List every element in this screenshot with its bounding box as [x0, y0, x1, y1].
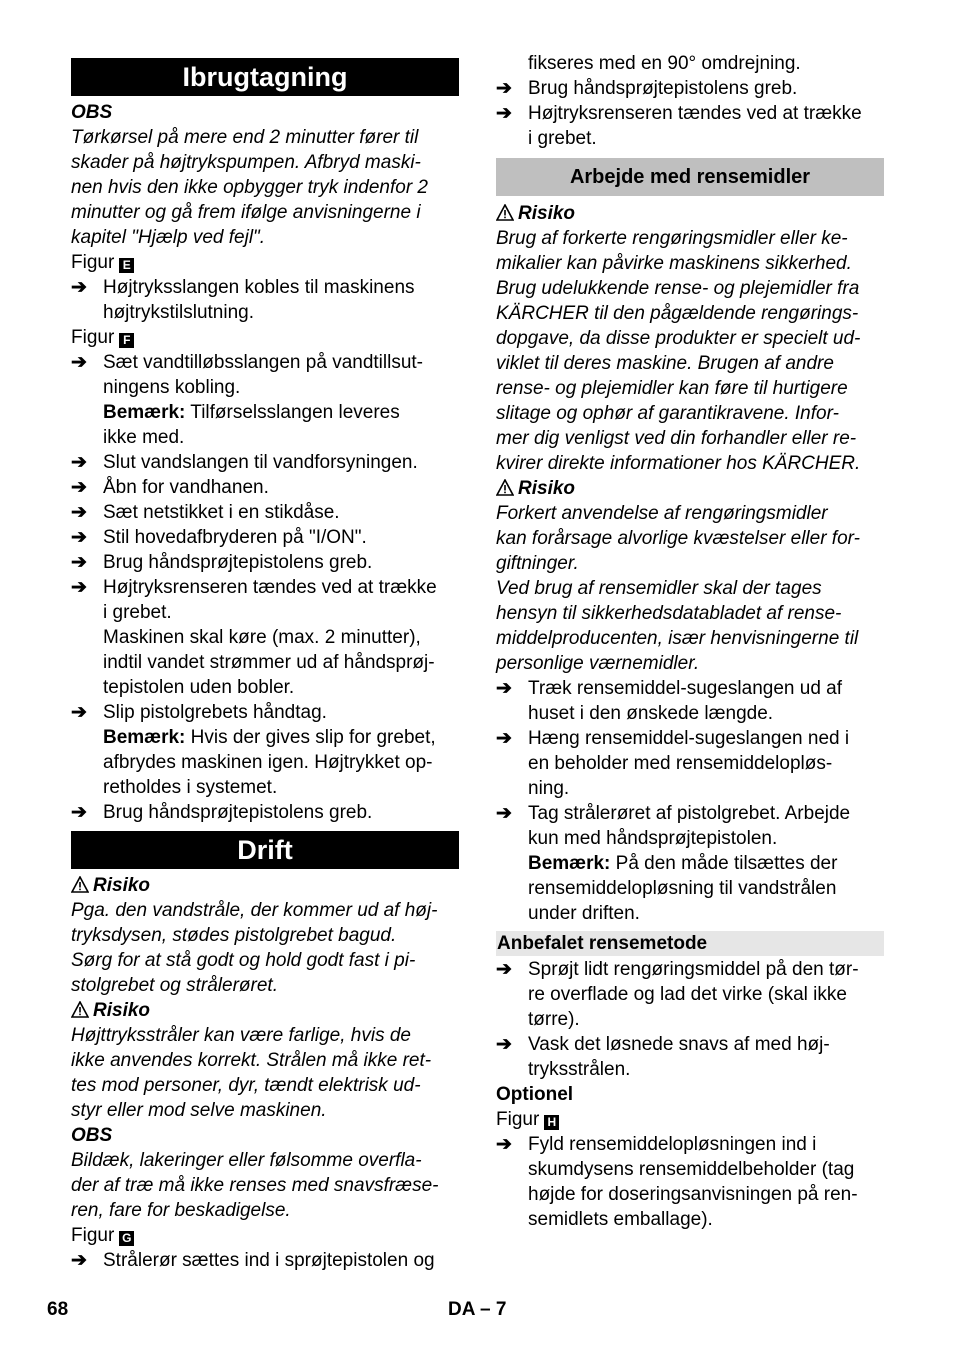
arrow-icon: ➔ [71, 477, 87, 498]
step-grip-1: ➔ Brug håndsprøjtepistolens greb. [71, 552, 373, 573]
arrow-icon: ➔ [71, 802, 87, 823]
figure-f-icon: F [119, 333, 134, 348]
obs-text-2: Bildæk, lakeringer eller følsomme overfla- der af træ må ikke renses med snavsfræse- ren, fare for beskadigelse. [71, 1150, 439, 1221]
figure-g-icon: G [119, 1231, 134, 1246]
step-hose: ➔ Højtryksslangen kobles til maskinens højtrykstilslutning. [71, 277, 415, 323]
risk-label-4: Risiko [496, 476, 884, 501]
note-release: Bemærk: Hvis der gives slip for grebet, afbrydes maskinen igen. Højtrykket op- retholdes i systemet. [103, 727, 436, 798]
step-release: ➔ Slip pistolgrebets håndtag. [71, 702, 327, 723]
arrow-icon: ➔ [496, 103, 512, 124]
right-column [496, 51, 884, 1232]
step-fill: ➔ Fyld rensemiddelopløsningen ind i skumdysens rensemiddelbeholder (tag højde for doseringsanvisningen på ren- semidlets emballage). [496, 1134, 858, 1230]
risk-text-3: Brug af forkerte rengøringsmidler eller ke- mikalier kan påvirke maskinens sikkerhed. Brug udelukkende rense- og plejemidler fra KÄRCHER til den pågældende rengørings- dopgave, da disse produkter er specielt ud- viklet til deres maskine. Brugen af andre rense- og plejemidler kan føre til hurtigere slitage og ophør af garantikravene. Infor- mer dig venligst ved din forhandler eller re- kvirer direkte informationer hos KÄRCHER. [496, 228, 861, 474]
step-grip-2: ➔ Brug håndsprøjtepistolens greb. [71, 802, 373, 823]
page-number: 68 [47, 1299, 69, 1320]
figure-h-icon: H [544, 1115, 559, 1130]
risk-text-2: Højttryksstråler kan være farlige, hvis de ikke anvendes korrekt. Strålen må ikke ret- tes mod personer, dyr, tændt elektrisk ud- styr eller mod selve maskinen. [71, 1025, 432, 1121]
risk-text-1: Pga. den vandstråle, der kommer ud af høj- tryksdysen, stødes pistolgrebet bagud. Sørg for at stå godt og hold godt fast i pi- stolgrebet og strålerøret. [71, 900, 438, 996]
arrow-icon: ➔ [71, 1250, 87, 1271]
arrow-icon: ➔ [496, 1134, 512, 1155]
figure-ref-h: Figur H [496, 1107, 884, 1132]
heading-method: Anbefalet rensemetode [496, 931, 884, 956]
step-pull-2: ➔ Højtryksrenseren tændes ved at trække i grebet. [496, 103, 862, 149]
step-pull-hose: ➔ Træk rensemiddel-sugeslangen ud af huset i den ønskede længde. [496, 678, 843, 724]
step-hang: ➔ Hæng rensemiddel-sugeslangen ned i en beholder med rensemiddelopløs- ning. [496, 728, 850, 799]
heading-drift: Drift [71, 831, 459, 869]
step-connect: ➔ Slut vandslangen til vandforsyningen. [71, 452, 418, 473]
step-lance: ➔ Strålerør sættes ind i sprøjtepistolen og [71, 1250, 435, 1271]
step-switch: ➔ Stil hovedafbryderen på "I/ON". [71, 527, 367, 548]
obs-label-2: OBS [71, 1125, 113, 1146]
step-pull-detail: Maskinen skal køre (max. 2 minutter), indtil vandet strømmer ud af håndsprøj- tepistolen uden bobler. [103, 627, 435, 698]
step-wash: ➔ Vask det løsnede snavs af med høj- tryksstrålen. [496, 1034, 830, 1080]
risk-label-1: Risiko [71, 873, 459, 898]
risk-label-3: Risiko [496, 201, 884, 226]
arrow-icon: ➔ [71, 702, 87, 723]
step-spray: ➔ Sprøjt lidt rengøringsmiddel på den tør- re overflade og lad det virke (skal ikke tørre). [496, 959, 859, 1030]
step-water-inlet: ➔ Sæt vandtilløbsslangen på vandtillsut- ningens kobling. [71, 352, 424, 398]
warning-icon [496, 476, 518, 501]
warning-icon [71, 873, 93, 898]
arrow-icon: ➔ [496, 1034, 512, 1055]
arrow-icon: ➔ [496, 78, 512, 99]
figure-e-icon: E [119, 258, 134, 273]
arrow-icon: ➔ [496, 728, 512, 749]
heading-detergent: Arbejde med rensemidler [496, 158, 884, 196]
risk-label-2: Risiko [71, 998, 459, 1023]
arrow-icon: ➔ [71, 277, 87, 298]
obs-text-1: Tørkørsel på mere end 2 minutter fører til skader på højtrykspumpen. Afbryd maski- nen hvis den ikke opbygger tryk indenfor 2 minutter og gå frem ifølge anvisningerne i kapitel "Hjælp ved fejl". [71, 127, 428, 248]
optional-label: Optionel [496, 1084, 574, 1105]
figure-ref-g: Figur G [71, 1223, 459, 1248]
warning-icon [71, 998, 93, 1023]
section-label: DA – 7 [448, 1299, 507, 1320]
heading-ibrugtagning: Ibrugtagning [71, 58, 459, 96]
risk-text-4: Forkert anvendelse af rengøringsmidler kan forårsage alvorlige kvæstelser eller for- giftninger. Ved brug af rensemidler skal der tages hensyn til sikkerhedsdatabladet af rense- middelproducenten, især henvisningerne til personlige værnemidler. [496, 503, 860, 674]
figure-ref-f: Figur F [71, 325, 459, 350]
step-lance-cont: fikseres med en 90° omdrejning. [528, 53, 801, 74]
note-supply-hose: Bemærk: Tilførselsslangen leveres ikke med. [103, 402, 400, 448]
warning-icon [496, 201, 518, 226]
note-detergent: Bemærk: På den måde tilsættes der rensemiddelopløsning til vandstrålen under driften. [528, 853, 838, 924]
arrow-icon: ➔ [71, 352, 87, 373]
arrow-icon: ➔ [496, 678, 512, 699]
obs-label: OBS [71, 102, 113, 123]
step-remove: ➔ Tag strålerøret af pistolgrebet. Arbejde kun med håndsprøjtepistolen. [496, 803, 851, 849]
step-grip-3: ➔ Brug håndsprøjtepistolens greb. [496, 78, 798, 99]
arrow-icon: ➔ [71, 502, 87, 523]
arrow-icon: ➔ [496, 803, 512, 824]
arrow-icon: ➔ [71, 527, 87, 548]
step-plug: ➔ Sæt netstikket i en stikdåse. [71, 502, 340, 523]
step-pull: ➔ Højtryksrenseren tændes ved at trække i grebet. [71, 577, 437, 623]
arrow-icon: ➔ [71, 577, 87, 598]
step-tap: ➔ Åbn for vandhanen. [71, 477, 269, 498]
arrow-icon: ➔ [71, 552, 87, 573]
left-column [71, 51, 459, 1273]
arrow-icon: ➔ [71, 452, 87, 473]
figure-ref-e: Figur E [71, 250, 459, 275]
arrow-icon: ➔ [496, 959, 512, 980]
